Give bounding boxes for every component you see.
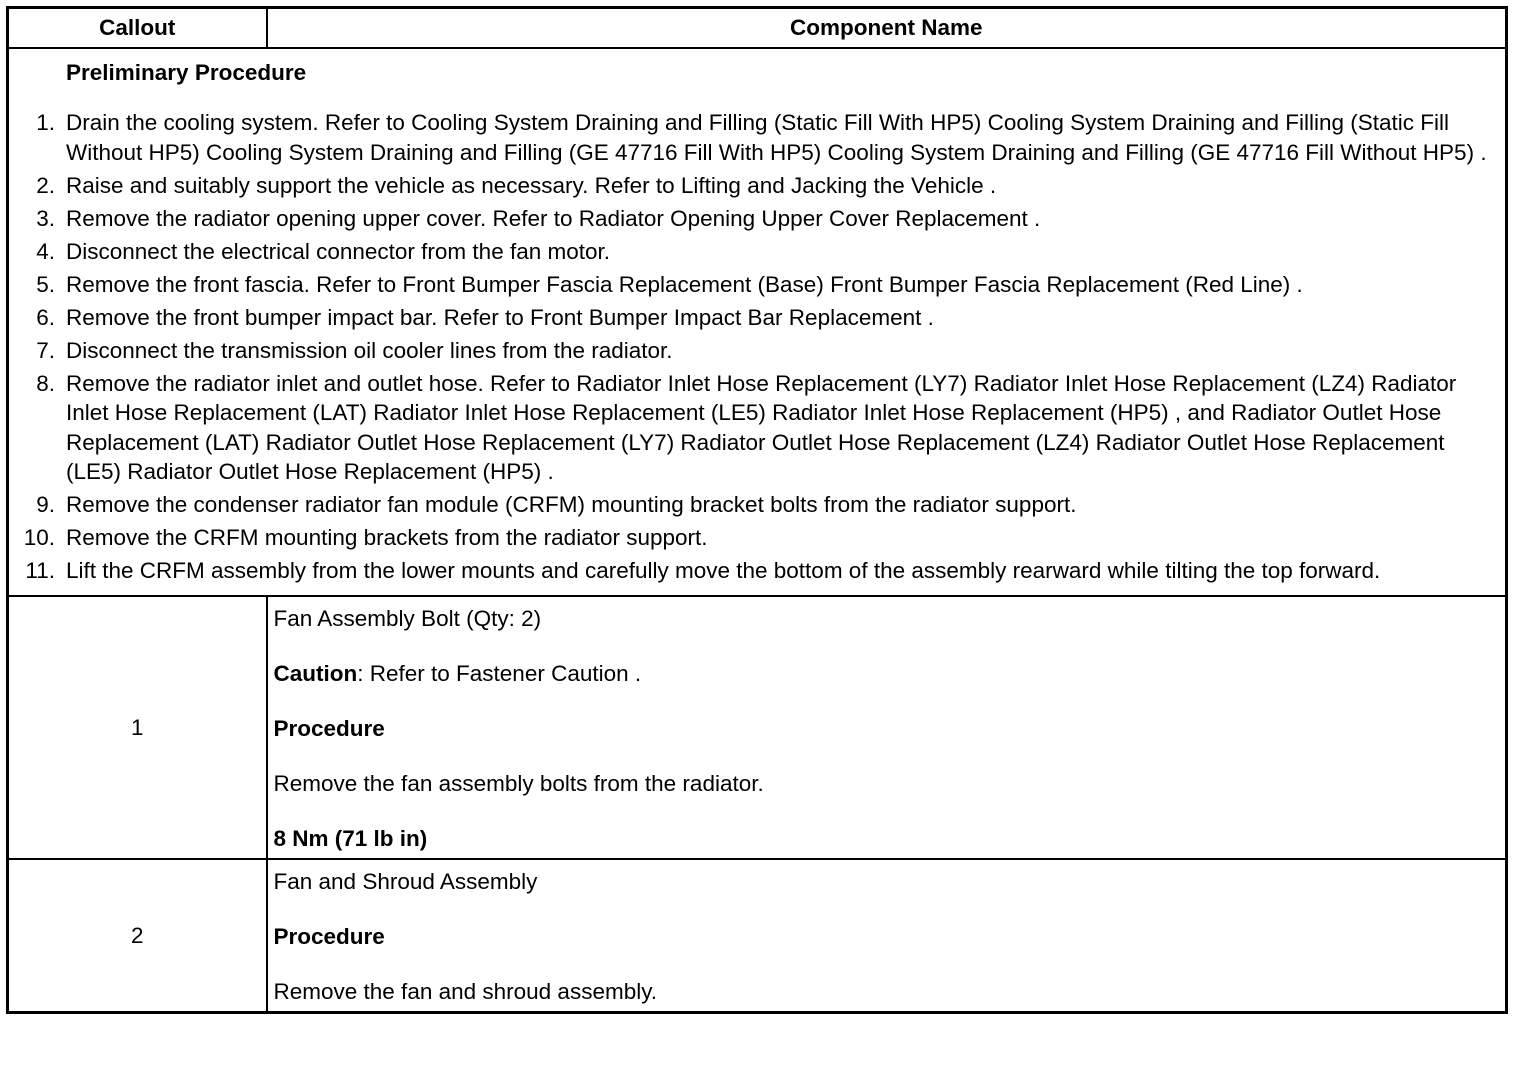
list-item: [13, 171, 1489, 201]
step-number: 1.: [36, 110, 55, 135]
step-number: 11.: [25, 558, 55, 583]
list-item: [13, 237, 1489, 267]
header-callout: Callout: [8, 8, 267, 49]
list-item: [13, 270, 1489, 300]
step-text: Remove the front fascia. Refer to Front Bumper Fascia Replacement (Base) Front Bumper Fascia Replacement (Red Line) .: [66, 271, 1303, 297]
preliminary-heading: Preliminary Procedure: [66, 60, 307, 85]
component-detail: [267, 596, 1507, 859]
table-row: [8, 859, 1507, 1013]
table-row: [8, 596, 1507, 859]
step-text: Raise and suitably support the vehicle as necessary. Refer to Lifting and Jacking the Vehicle .: [66, 172, 997, 198]
step-number: 10.: [23, 525, 55, 550]
component-name: Fan and Shroud Assembly: [273, 869, 538, 894]
step-text: Remove the radiator opening upper cover. Refer to Radiator Opening Upper Cover Replacement .: [66, 205, 1041, 231]
preliminary-steps-list: [13, 108, 1489, 586]
step-number: 9.: [36, 492, 55, 517]
step-text: Remove the front bumper impact bar. Refer to Front Bumper Impact Bar Replacement .: [66, 304, 934, 330]
preliminary-cell: [8, 48, 1507, 596]
list-item: [13, 369, 1489, 487]
step-number: 4.: [36, 238, 55, 264]
step-text: Remove the CRFM mounting brackets from the radiator support.: [66, 525, 708, 550]
step-number: 6.: [36, 304, 55, 330]
list-item: [13, 204, 1489, 234]
step-number: 3.: [36, 205, 55, 231]
list-item: [13, 523, 1489, 553]
callout-number: 1: [8, 596, 267, 859]
step-number: 2.: [36, 172, 55, 198]
step-number: 8.: [36, 370, 55, 396]
list-item: [13, 490, 1489, 520]
header-row: [8, 8, 1507, 49]
procedure-table: [6, 6, 1508, 1014]
preliminary-row: [8, 48, 1507, 596]
torque-spec: 8 Nm (71 lb in): [273, 826, 428, 851]
callout-number: 2: [8, 859, 267, 1013]
step-number: 5.: [36, 271, 55, 297]
procedure-label: Procedure: [273, 924, 385, 949]
procedure-text: Remove the fan and shroud assembly.: [273, 979, 658, 1004]
header-component-name: Component Name: [267, 8, 1507, 49]
component-detail: [267, 859, 1507, 1013]
caution-text: : Refer to Fastener Caution .: [357, 661, 642, 686]
procedure-text: Remove the fan assembly bolts from the radiator.: [273, 771, 764, 796]
list-item: [13, 108, 1489, 167]
procedure-label: Procedure: [273, 716, 385, 741]
caution-label: Caution: [273, 661, 358, 686]
list-item: [13, 336, 1489, 366]
step-text: Remove the radiator inlet and outlet hose. Refer to Radiator Inlet Hose Replacement (LY7) Radiator Inlet Hose Replacement (LZ4) Radiator Inlet Hose Replacement (LAT) Radiator Inlet Hose Replacement (LE5) Radiator Inlet Hose Replacement (HP5) , and Radiator Outlet Hose Replacement (LAT) Radiator Outlet Hose Replacement (LY7) Radiator Outlet Hose Replacement (LZ4) Radiator Outlet Hose Replacement (LE5) Radiator Outlet Hose Replacement (HP5) .: [66, 370, 1457, 484]
step-number: 7.: [36, 337, 55, 363]
step-text: Lift the CRFM assembly from the lower mounts and carefully move the bottom of the assembly rearward while tilting the top forward.: [66, 558, 1381, 583]
step-text: Remove the condenser radiator fan module (CRFM) mounting bracket bolts from the radiator support.: [66, 492, 1077, 517]
component-name: Fan Assembly Bolt (Qty: 2): [273, 606, 542, 631]
caution-line: [274, 660, 1498, 687]
step-text: Drain the cooling system. Refer to Cooling System Draining and Filling (Static Fill With HP5) Cooling System Draining and Filling (Static Fill Without HP5) Cooling System Draining and Filling (GE 47716 Fill With HP5) Cooling System Draining and Filling (GE 47716 Fill Without HP5) .: [66, 110, 1487, 165]
step-text: Disconnect the electrical connector from the fan motor.: [66, 238, 611, 264]
step-text: Disconnect the transmission oil cooler lines from the radiator.: [66, 337, 673, 363]
list-item: [13, 303, 1489, 333]
list-item: [13, 556, 1489, 586]
